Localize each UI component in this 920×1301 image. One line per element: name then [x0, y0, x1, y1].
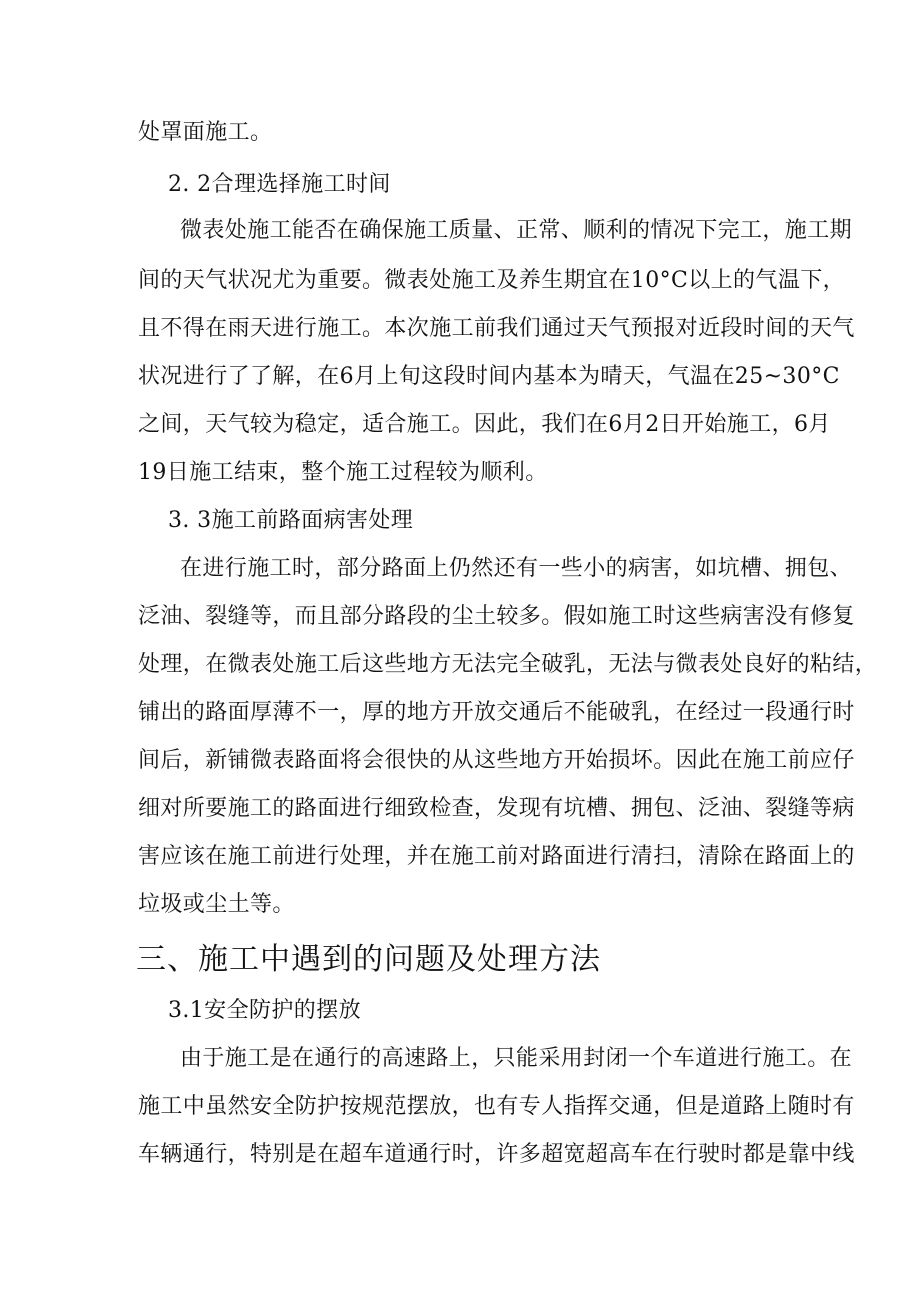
- paragraph-line: 处罩面施工。: [138, 120, 273, 145]
- section-heading-3-3: 3. 3施工前路面病害处理: [168, 508, 414, 533]
- paragraph-line: 间的天气状况尤为重要。微表处施工及养生期宜在10°C以上的气温下，: [138, 268, 846, 293]
- paragraph-line: 19日施工结束，整个施工过程较为顺利。: [138, 460, 548, 485]
- paragraph-line: 害应该在施工前进行处理，并在施工前对路面进行清扫，清除在路面上的: [138, 844, 855, 869]
- paragraph-line: 处理，在微表处施工后这些地方无法完全破乳，无法与微表处良好的粘结，: [138, 652, 878, 677]
- paragraph-line: 间后，新铺微表路面将会很快的从这些地方开始损坏。因此在施工前应仔: [138, 748, 855, 773]
- paragraph-line: 泛油、裂缝等，而且部分路段的尘土较多。假如施工时这些病害没有修复: [138, 604, 855, 629]
- paragraph-line: 且不得在雨天进行施工。本次施工前我们通过天气预报对近段时间的天气: [138, 316, 855, 341]
- paragraph-line: 状况进行了了解，在6月上旬这段时间内基本为晴天，气温在25~30°C: [138, 364, 840, 389]
- paragraph-line: 在进行施工时，部分路面上仍然还有一些小的病害，如坑槽、拥包、: [180, 556, 853, 581]
- paragraph-line: 细对所要施工的路面进行细致检查，发现有坑槽、拥包、泛油、裂缝等病: [138, 796, 855, 821]
- paragraph-line: 由于施工是在通行的高速路上，只能采用封闭一个车道进行施工。在: [180, 1046, 853, 1071]
- section-heading-3-1: 3.1安全防护的摆放: [168, 998, 361, 1023]
- paragraph-line: 垃圾或尘土等。: [138, 892, 295, 917]
- paragraph-line: 施工中虽然安全防护按规范摆放，也有专人指挥交通，但是道路上随时有: [138, 1094, 855, 1119]
- paragraph-line: 铺出的路面厚薄不一，厚的地方开放交通后不能破乳，在经过一段通行时: [138, 700, 855, 725]
- section-heading-2-2: 2. 2合理选择施工时间: [168, 172, 391, 197]
- chapter-heading: 三、施工中遇到的问题及处理方法: [136, 942, 601, 977]
- paragraph-line: 微表处施工能否在确保施工质量、正常、顺利的情况下完工，施工期: [180, 218, 853, 243]
- paragraph-line: 之间，天气较为稳定，适合施工。因此，我们在6月2日开始施工，6月: [138, 412, 831, 437]
- paragraph-line: 车辆通行，特别是在超车道通行时，许多超宽超高车在行驶时都是靠中线: [138, 1142, 855, 1167]
